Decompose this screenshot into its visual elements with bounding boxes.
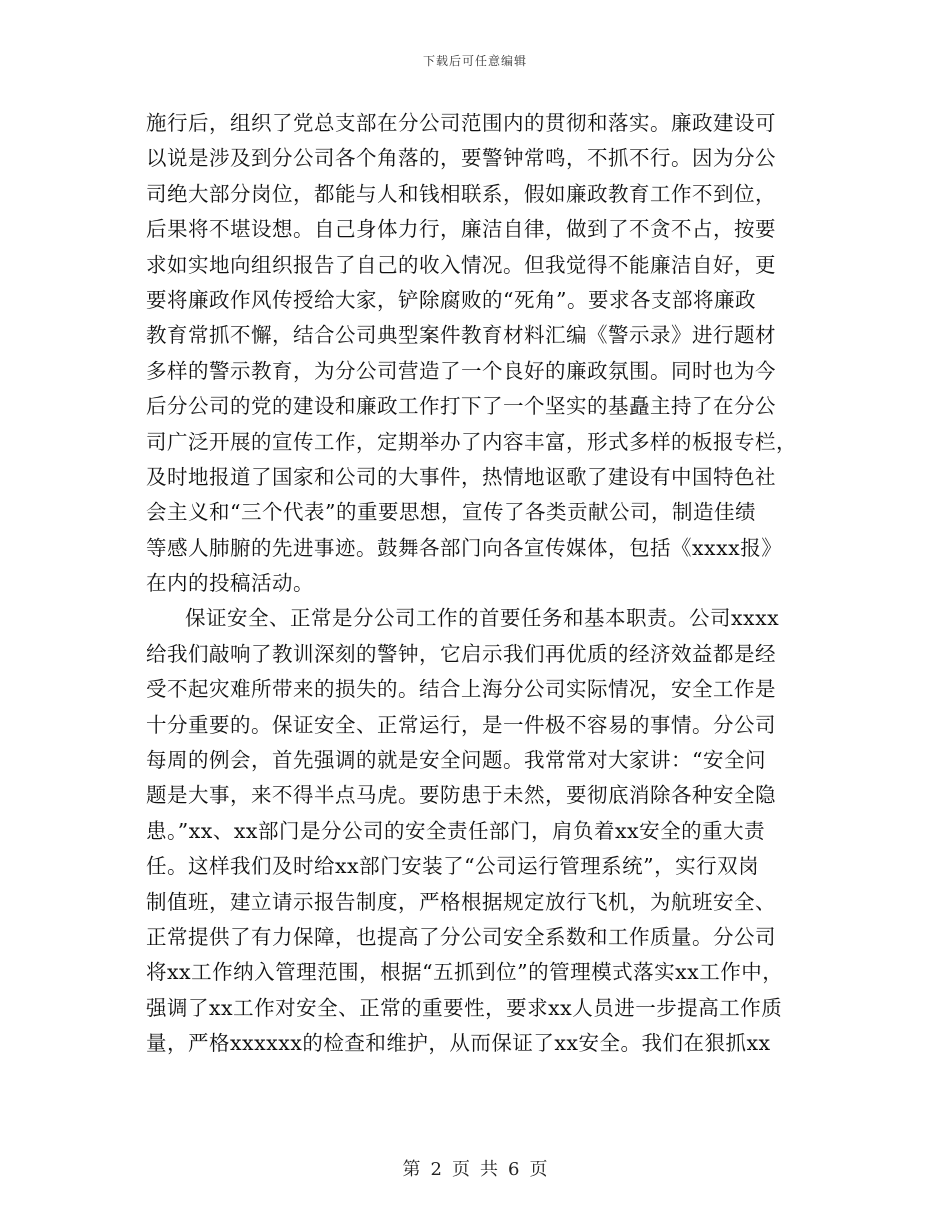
paragraph-first-line: 保证安全、正常是分公司工作的首要任务和基本职责。公司xxxx xyxy=(185,606,780,631)
text-line: 正常提供了有力保障，也提高了分公司安全系数和工作质量。分公司 xyxy=(146,924,776,949)
text-line: 后分公司的党的建设和廉政工作打下了一个坚实的基矗主持了在分公 xyxy=(146,394,776,419)
footer-page-unit: 页 xyxy=(452,1159,470,1180)
text-line: 司广泛开展的宣传工作，定期举办了内容丰富，形式多样的板报专栏， xyxy=(146,429,797,454)
text-line: 题是大事，来不得半点马虎。要防患于未然，要彻底消除各种安全隐 xyxy=(146,783,776,808)
footer-total-word: 共 xyxy=(480,1159,498,1180)
footer-prefix: 第 xyxy=(402,1159,421,1180)
text-line: 将xx工作纳入管理范围，根据“五抓到位”的管理模式落实xx工作中， xyxy=(146,960,784,985)
text-line: 量，严格xxxxxx的检查和维护，从而保证了xx安全。我们在狠抓xx xyxy=(146,1031,771,1056)
page-number: 2 xyxy=(430,1159,442,1180)
text-line: 要将廉政作风传授给大家，铲除腐败的“死角”。要求各支部将廉政 xyxy=(146,287,756,312)
text-line: 施行后，组织了党总支部在分公司范围内的贯彻和落实。廉政建设可 xyxy=(146,111,776,135)
footer-total-unit: 页 xyxy=(529,1159,548,1180)
total-pages: 6 xyxy=(508,1159,520,1180)
text-line: 给我们敲响了教训深刻的警钟，它启示我们再优质的经济效益都是经 xyxy=(146,641,776,666)
text-line: 每周的例会，首先强调的就是安全问题。我常常对大家讲：“安全问 xyxy=(146,748,766,773)
text-line: 司绝大部分岗位，都能与人和钱相联系，假如廉政教育工作不到位， xyxy=(146,181,776,206)
text-line: 强调了xx工作对安全、正常的重要性，要求xx人员进一步提高工作质 xyxy=(146,995,783,1020)
text-line: 患。”xx、xx部门是分公司的安全责任部门，肩负着xx安全的重大责 xyxy=(146,818,766,843)
text-line: 十分重要的。保证安全、正常运行，是一件极不容易的事情。分公司 xyxy=(146,712,776,737)
text-line: 求如实地向组织报告了自己的收入情况。但我觉得不能廉洁自好，更 xyxy=(146,252,776,277)
text-line: 多样的警示教育，为分公司营造了一个良好的廉政氛围。同时也为今 xyxy=(146,358,776,383)
page-header: 下载后可任意编辑 xyxy=(422,54,527,68)
text-line: 以说是涉及到分公司各个角落的，要警钟常鸣，不抓不行。因为分公 xyxy=(146,146,776,171)
text-line: 等感人肺腑的先进事迹。鼓舞各部门向各宣传媒体，包括《xxxx报》 xyxy=(146,535,783,560)
text-line: 受不起灾难所带来的损失的。结合上海分公司实际情况，安全工作是 xyxy=(146,677,776,702)
text-line: 及时地报道了国家和公司的大事件，热情地讴歌了建设有中国特色社 xyxy=(146,464,776,489)
text-line: 在内的投稿活动。 xyxy=(146,571,314,596)
page-footer xyxy=(0,1155,950,1181)
text-line: 任。这样我们及时给xx部门安装了“公司运行管理系统”，实行双岗 xyxy=(146,854,760,879)
document-body xyxy=(146,106,836,1062)
text-line: 会主义和“三个代表”的重要思想，宣传了各类贡献公司，制造佳绩 xyxy=(146,500,756,525)
text-line: 后果将不堪设想。自己身体力行，廉洁自律，做到了不贪不占，按要 xyxy=(146,217,776,242)
text-line: 教育常抓不懈，结合公司典型案件教育材料汇编《警示录》进行题材 xyxy=(146,323,776,348)
text-line: 制值班，建立请示报告制度，严格根据规定放行飞机，为航班安全、 xyxy=(146,889,776,914)
